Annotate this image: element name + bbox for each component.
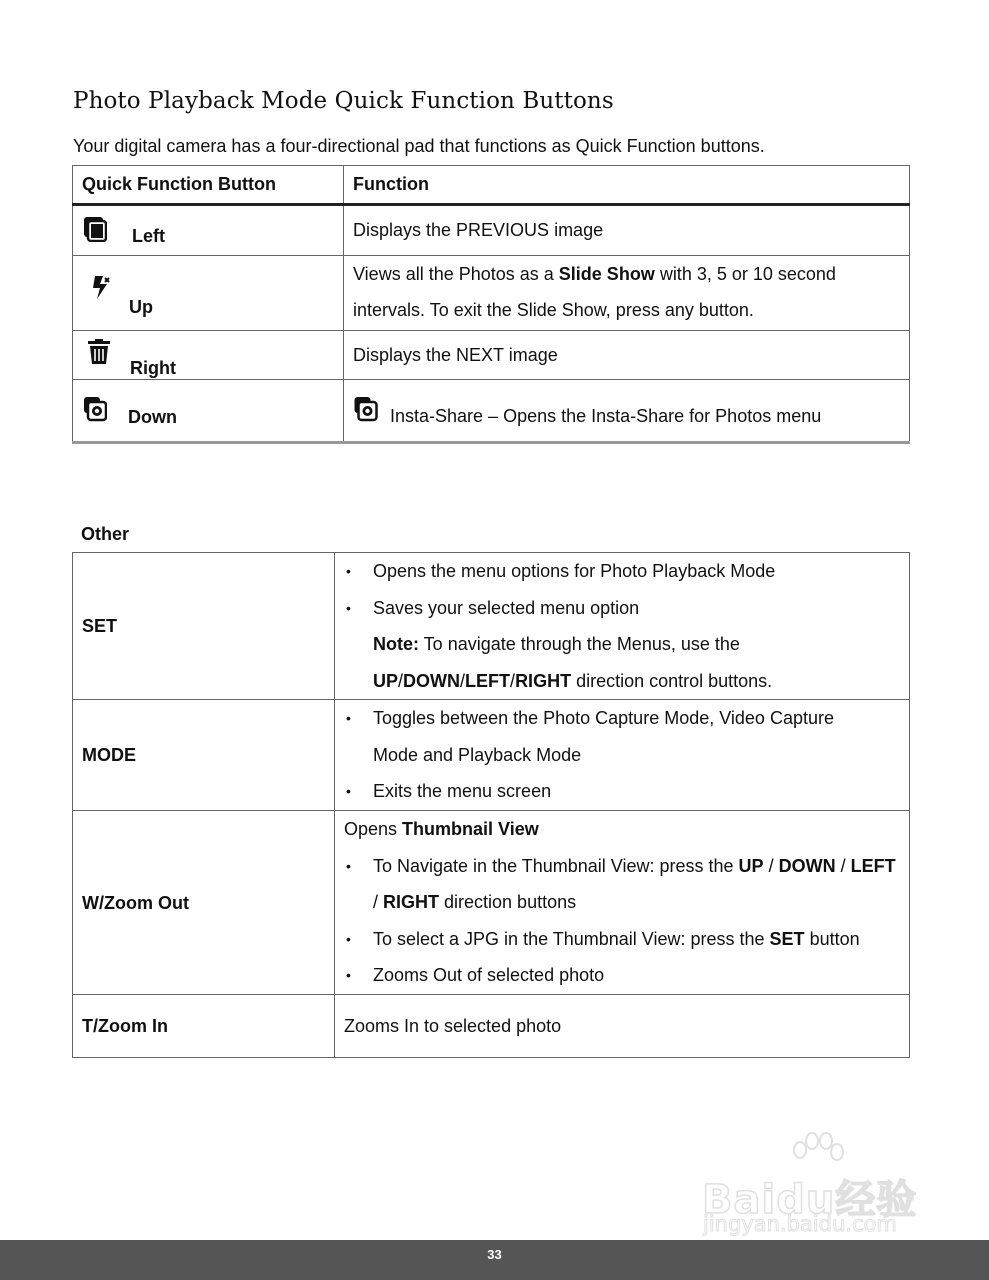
- thumbnail-view-term: Thumbnail View: [402, 819, 539, 839]
- button-label: Left: [132, 226, 165, 246]
- dir-up: UP: [373, 670, 399, 691]
- brand-bai: Bai: [702, 1177, 777, 1223]
- header-quick-function-button: Quick Function Button: [73, 166, 344, 205]
- list-item: • Saves your selected menu option: [344, 590, 900, 627]
- function-text: Views all the Photos as a: [353, 264, 559, 284]
- set-term: SET: [769, 928, 805, 949]
- quick-function-table: [72, 165, 910, 444]
- slash: /: [460, 670, 466, 691]
- list-item: [344, 848, 900, 921]
- gallery-icon: [83, 216, 107, 242]
- table-row: [73, 700, 910, 811]
- set-bullets: [344, 553, 900, 626]
- baidu-watermark: [700, 1132, 932, 1242]
- note-text: To navigate through the Menus, use the: [419, 634, 740, 654]
- button-label: Up: [129, 297, 153, 317]
- zoom-out-name: W/Zoom Out: [73, 811, 335, 995]
- insta-share-icon: [83, 396, 107, 422]
- table-row: [73, 811, 910, 995]
- button-cell-left: [73, 205, 344, 256]
- bullet-text: To select a JPG in the Thumbnail View: press the: [373, 928, 770, 949]
- set-name: SET: [73, 553, 335, 700]
- button-label: Right: [130, 358, 176, 378]
- button-cell-right: [73, 331, 344, 380]
- other-table: [72, 552, 910, 1058]
- page-title: Photo Playback Mode Quick Function Buttons: [73, 88, 614, 114]
- bullet-text: direction buttons: [439, 892, 577, 912]
- sep: /: [373, 892, 384, 912]
- function-text: Insta-Share – Opens the Insta-Share for Photos menu: [390, 406, 822, 426]
- header-function: Function: [344, 166, 910, 205]
- sep: /: [763, 855, 779, 876]
- list-item: [344, 921, 900, 958]
- zoom-out-desc: [335, 811, 910, 995]
- function-cell: Displays the NEXT image: [344, 331, 910, 380]
- watermark-url: jingyan.baidu.com: [703, 1212, 897, 1236]
- table-header-row: [73, 166, 910, 205]
- intro-text: Your digital camera has a four-directional pad that functions as Quick Function buttons.: [73, 136, 765, 156]
- list-item: • Toggles between the Photo Capture Mode, Video Capture Mode and Playback Mode: [344, 700, 900, 773]
- table-row: [73, 331, 910, 380]
- list-item: • Zooms Out of selected photo: [344, 957, 900, 994]
- table-row: [73, 995, 910, 1058]
- zoom-in-desc: Zooms In to selected photo: [335, 995, 910, 1058]
- sep: /: [835, 855, 851, 876]
- button-cell-down: [73, 380, 344, 443]
- note-label: Note:: [373, 634, 419, 654]
- dir-right: RIGHT: [383, 892, 440, 912]
- button-label: Down: [128, 407, 177, 427]
- zoom-out-lead: [344, 811, 900, 848]
- dir-down: DOWN: [778, 855, 836, 876]
- page-number: 33: [487, 1247, 502, 1262]
- slash: /: [510, 670, 516, 691]
- table-row: [73, 205, 910, 256]
- bullet-text: button: [804, 928, 860, 949]
- mode-desc: [335, 700, 910, 811]
- table-row: [73, 380, 910, 443]
- page-footer: [0, 1240, 989, 1280]
- table-row: [73, 256, 910, 331]
- dir-left: LEFT: [850, 855, 896, 876]
- trash-icon: [87, 339, 111, 365]
- dir-up: UP: [738, 855, 764, 876]
- list-item: • Exits the menu screen: [344, 773, 900, 810]
- zoom-out-bullets: [344, 848, 900, 994]
- flash-icon: [91, 274, 115, 300]
- mode-bullets: [344, 700, 900, 810]
- slide-show-term: Slide Show: [558, 264, 655, 284]
- dir-left: LEFT: [465, 670, 511, 691]
- function-text: with 3, 5 or 10 second intervals. To exit the Slide Show, press any button.: [353, 264, 836, 320]
- note-tail: direction control buttons.: [571, 670, 773, 691]
- insta-share-icon: [353, 396, 378, 422]
- zoom-in-name: T/Zoom In: [73, 995, 335, 1058]
- list-item: • Opens the menu options for Photo Playback Mode: [344, 553, 900, 590]
- lead-text: Opens: [344, 819, 403, 839]
- set-note: [344, 626, 900, 663]
- button-cell-up: [73, 256, 344, 331]
- mode-name: MODE: [73, 700, 335, 811]
- paw-logo-icon: [786, 1132, 846, 1172]
- brand-du: du: [776, 1177, 836, 1223]
- table-row: [73, 553, 910, 700]
- bullet-text: To Navigate in the Thumbnail View: press the: [373, 855, 739, 876]
- brand-cn: 经验: [835, 1177, 918, 1223]
- function-cell: [344, 380, 910, 443]
- set-note-directions: [344, 663, 900, 700]
- slash: /: [398, 670, 404, 691]
- dir-right: RIGHT: [515, 670, 572, 691]
- function-cell: Displays the PREVIOUS image: [344, 205, 910, 256]
- set-desc: [335, 553, 910, 700]
- function-cell: [344, 256, 910, 331]
- dir-down: DOWN: [403, 670, 461, 691]
- other-section-label: Other: [81, 524, 130, 544]
